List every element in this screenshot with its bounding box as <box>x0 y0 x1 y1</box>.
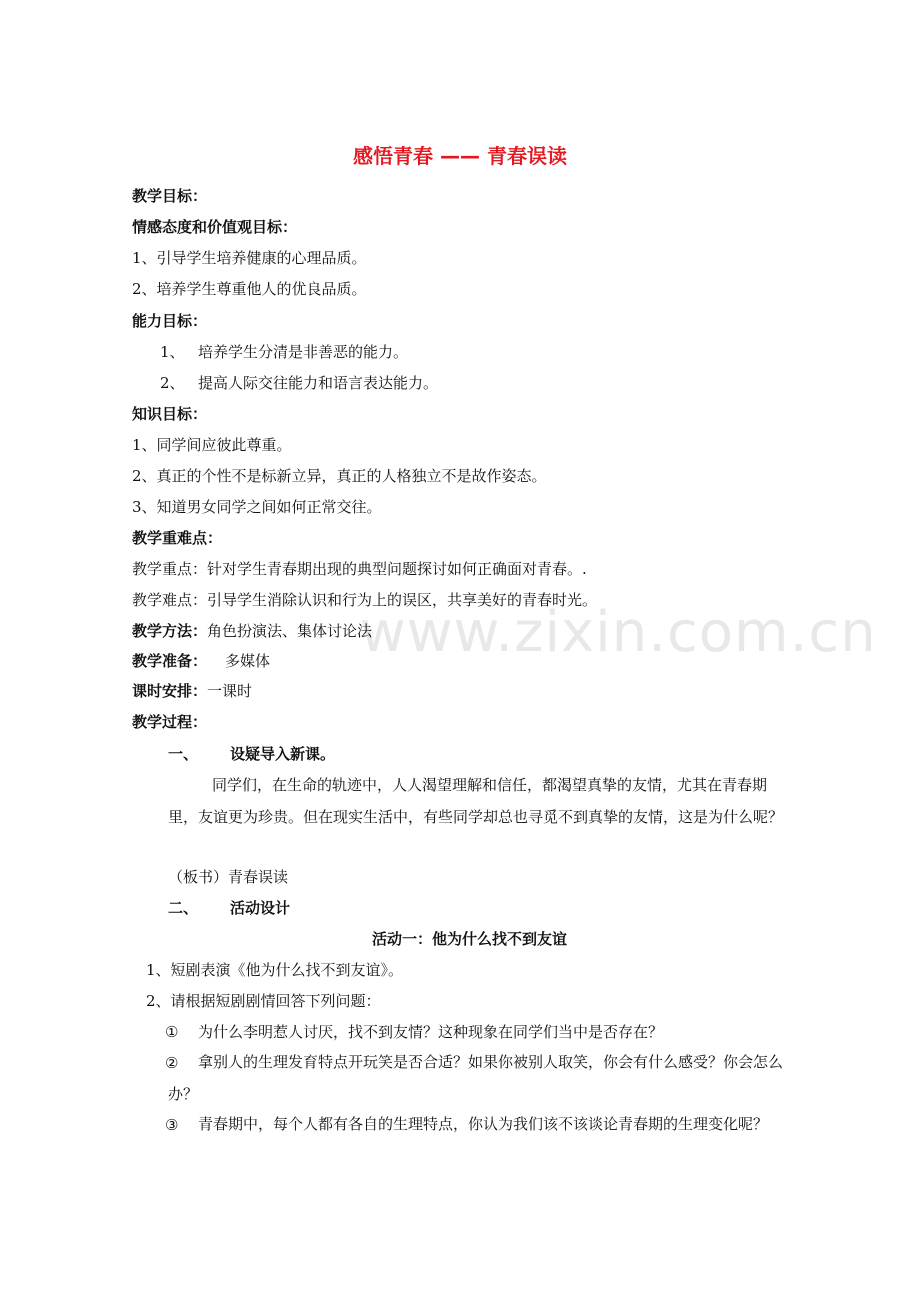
question-text: 为什么李明惹人讨厌，找不到友情？这种现象在同学们当中是否存在？ <box>198 1023 664 1041</box>
section-one-title: 设疑导入新课。 <box>230 745 336 763</box>
knowledge-goals-heading: 知识目标： <box>132 405 208 423</box>
section-one-number: 一、 <box>168 745 199 763</box>
ability-goal-text: 提高人际交往能力和语言表达能力。 <box>198 374 439 392</box>
knowledge-goal-item: 3、知道男女同学之间如何正常交往。 <box>132 498 382 516</box>
ability-goal-number: 1、 <box>160 343 185 361</box>
knowledge-goal-item: 2、真正的个性不是标新立异，真正的人格独立不是故作姿态。 <box>132 467 547 485</box>
teaching-prep-row <box>132 651 270 671</box>
teaching-method-value: 角色扮演法、集体讨论法 <box>207 622 373 640</box>
knowledge-goal-item: 1、同学间应彼此尊重。 <box>132 436 292 454</box>
affective-goal-item: 1、引导学生培养健康的心理品质。 <box>132 249 367 267</box>
teaching-method-label: 教学方法： <box>132 622 208 640</box>
watermark: www.zixin.com.cn <box>360 600 877 665</box>
teaching-process-heading: 教学过程： <box>132 713 208 731</box>
ability-goal-text: 培养学生分清是非善恶的能力。 <box>198 343 409 361</box>
question-number: ① <box>165 1023 179 1041</box>
teaching-goals-heading: 教学目标： <box>132 187 208 205</box>
ability-goal-number: 2、 <box>160 374 185 392</box>
schedule-row <box>132 681 252 701</box>
question-text: 拿别人的生理发育特点开玩笑是否合适？如果你被别人取笑，你会有什么感受？你会怎么办？ <box>168 1053 784 1103</box>
activity-one-title: 活动一：他为什么找不到友谊 <box>372 930 568 948</box>
teaching-method-row <box>132 621 372 641</box>
teaching-hard-point: 教学难点：引导学生消除认识和行为上的误区，共享美好的青春时光。 <box>132 591 598 609</box>
board-note: （板书）青春误读 <box>168 868 289 886</box>
activity-item: 2、请根据短剧剧情回答下列问题： <box>146 992 381 1010</box>
activity-item: 1、短剧表演《他为什么找不到友谊》。 <box>146 961 404 979</box>
question-number: ③ <box>165 1116 179 1134</box>
teaching-key-point: 教学重点：针对学生青春期出现的典型问题探讨如何正确面对青春。. <box>132 560 587 578</box>
intro-paragraph: 同学们，在生命的轨迹中，人人渴望理解和信任，都渴望真挚的友情，尤其在青春期里，友谊更为珍贵。但在现实生活中，有些同学却总也寻觅不到真挚的友情，这是为什么呢？ <box>168 776 784 826</box>
schedule-value: 一课时 <box>207 682 253 700</box>
section-two-number: 二、 <box>168 899 199 917</box>
schedule-label: 课时安排： <box>132 682 208 700</box>
affective-goal-item: 2、培养学生尊重他人的优良品质。 <box>132 280 367 298</box>
question-text: 青春期中，每个人都有各自的生理特点，你认为我们该不该谈论青春期的生理变化呢？ <box>198 1115 769 1133</box>
document-title: 感悟青春 —— 青春误读 <box>353 144 567 168</box>
teaching-prep-value: 多媒体 <box>225 652 271 670</box>
affective-goals-heading: 情感态度和价值观目标： <box>132 218 298 236</box>
question-number: ② <box>165 1054 179 1072</box>
teaching-prep-label: 教学准备： <box>132 652 208 670</box>
ability-goals-heading: 能力目标： <box>132 312 208 330</box>
section-two-title: 活动设计 <box>230 899 291 917</box>
difficulty-heading: 教学重难点： <box>132 529 223 547</box>
